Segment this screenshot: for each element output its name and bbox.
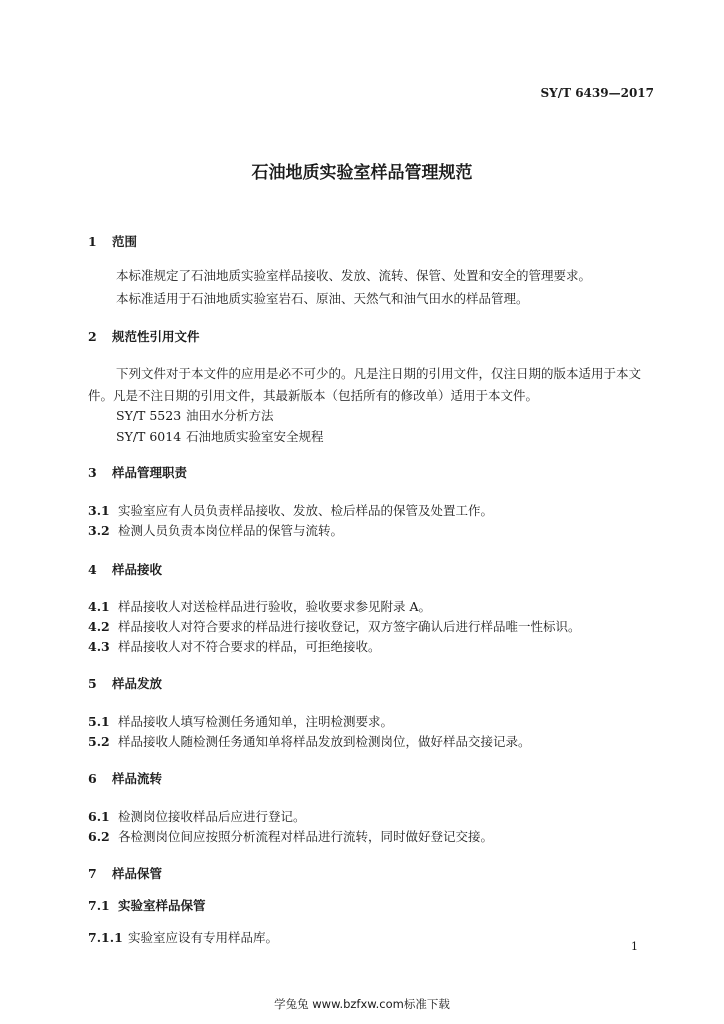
section-2-paragraph-line-2: 件。凡是不注日期的引用文件，其最新版本（包括所有的修改单）适用于本文件。 xyxy=(88,388,539,403)
normative-reference: SY/T 6014 石油地质实验室安全规程 xyxy=(116,429,324,444)
footer-watermark: 学兔兔 www.bzfxw.com标准下载 xyxy=(274,997,450,1011)
section-2-paragraph-line-1: 下列文件对于本文件的应用是必不可少的。凡是注日期的引用文件，仅注日期的版本适用于本文 xyxy=(116,366,642,381)
section-2-heading: 2 规范性引用文件 xyxy=(88,329,200,344)
section-5-heading: 5 样品发放 xyxy=(88,676,163,691)
section-1-paragraph-1: 本标准规定了石油地质实验室样品接收、发放、流转、保管、处置和安全的管理要求。 xyxy=(116,268,592,283)
section-6-heading: 6 样品流转 xyxy=(88,771,163,786)
section-1-heading: 1 范围 xyxy=(88,234,138,249)
clause-item: 3.1 实验室应有人员负责样品接收、发放、检后样品的保管及处置工作。 xyxy=(88,503,494,518)
subsection-7-1-heading: 7.1 实验室样品保管 xyxy=(88,898,206,913)
document-title: 石油地质实验室样品管理规范 xyxy=(251,163,473,183)
clause-item: 4.2 样品接收人对符合要求的样品进行接收登记，双方签字确认后进行样品唯一性标识。 xyxy=(88,619,581,634)
section-3-heading: 3 样品管理职责 xyxy=(88,465,188,480)
clause-item: 6.1 检测岗位接收样品后应进行登记。 xyxy=(88,809,306,824)
clause-item: 4.1 样品接收人对送检样品进行验收，验收要求参见附录 A。 xyxy=(88,599,432,614)
normative-reference: SY/T 5523 油田水分析方法 xyxy=(116,408,274,423)
section-1-paragraph-2: 本标准适用于石油地质实验室岩石、原油、天然气和油气田水的样品管理。 xyxy=(116,291,529,306)
clause-item: 7.1.1 实验室应设有专用样品库。 xyxy=(88,930,279,945)
standard-code: SY/T 6439—2017 xyxy=(540,86,654,100)
clause-item: 6.2 各检测岗位间应按照分析流程对样品进行流转，同时做好登记交接。 xyxy=(88,829,494,844)
clause-item: 3.2 检测人员负责本岗位样品的保管与流转。 xyxy=(88,523,344,538)
section-7-heading: 7 样品保管 xyxy=(88,866,163,881)
section-4-heading: 4 样品接收 xyxy=(88,562,163,577)
clause-item: 5.1 样品接收人填写检测任务通知单，注明检测要求。 xyxy=(88,714,394,729)
clause-item: 5.2 样品接收人随检测任务通知单将样品发放到检测岗位，做好样品交接记录。 xyxy=(88,734,531,749)
clause-item: 4.3 样品接收人对不符合要求的样品，可拒绝接收。 xyxy=(88,639,381,654)
page-number: 1 xyxy=(631,940,638,953)
